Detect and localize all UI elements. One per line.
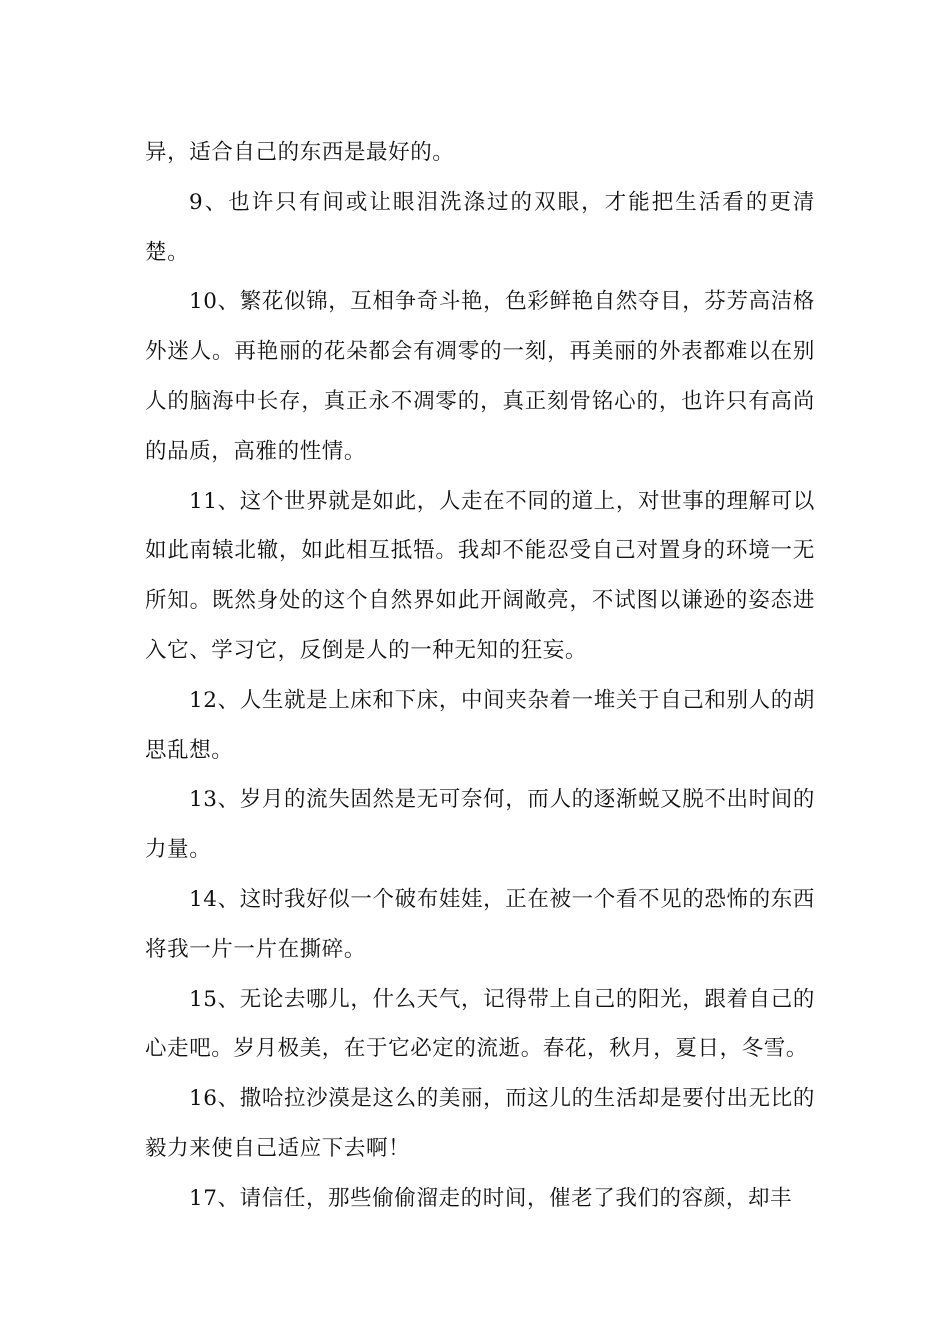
paragraph-item-14: 14、这时我好似一个破布娃娃，正在被一个看不见的恐怖的东西将我一片一片在撕碎。 (145, 886, 815, 962)
document-body (145, 128, 815, 1224)
paragraph-item-13: 13、岁月的流失固然是无可奈何，而人的逐渐蜕又脱不出时间的力量。 (145, 787, 815, 863)
paragraph-item-15: 15、无论去哪儿，什么天气，记得带上自己的阳光，跟着自己的心走吧。岁月极美，在于它必定的流逝。春花，秋月，夏日，冬雪。 (145, 986, 815, 1062)
paragraph-item-12: 12、人生就是上床和下床，中间夹杂着一堆关于自己和别人的胡思乱想。 (145, 687, 815, 763)
paragraph-item-17: 17、请信任，那些偷偷溜走的时间，催老了我们的容颜，却丰 (189, 1185, 793, 1211)
paragraph-item-9: 9、也许只有间或让眼泪洗涤过的双眼，才能把生活看的更清楚。 (145, 189, 815, 265)
paragraph-continuation: 异，适合自己的东西是最好的。 (145, 140, 455, 165)
paragraph-item-10: 10、繁花似锦，互相争奇斗艳，色彩鲜艳自然夺目，芬芳高洁格外迷人。再艳丽的花朵都会有凋零的一刻，再美丽的外表都难以在别人的脑海中长存，真正永不凋零的，真正刻骨铭心的，也许只有高尚的品质，高雅的性情。 (145, 289, 815, 464)
paragraph-item-11: 11、这个世界就是如此，人走在不同的道上，对世事的理解可以如此南辕北辙，如此相互抵牾。我却不能忍受自己对置身的环境一无所知。既然身处的这个自然界如此开阔敞亮，不试图以谦逊的姿态进入它、学习它，反倒是人的一种无知的狂妄。 (145, 488, 815, 663)
paragraph-item-16: 16、撒哈拉沙漠是这么的美丽，而这儿的生活却是要付出无比的毅力来使自己适应下去啊！ (145, 1086, 815, 1161)
